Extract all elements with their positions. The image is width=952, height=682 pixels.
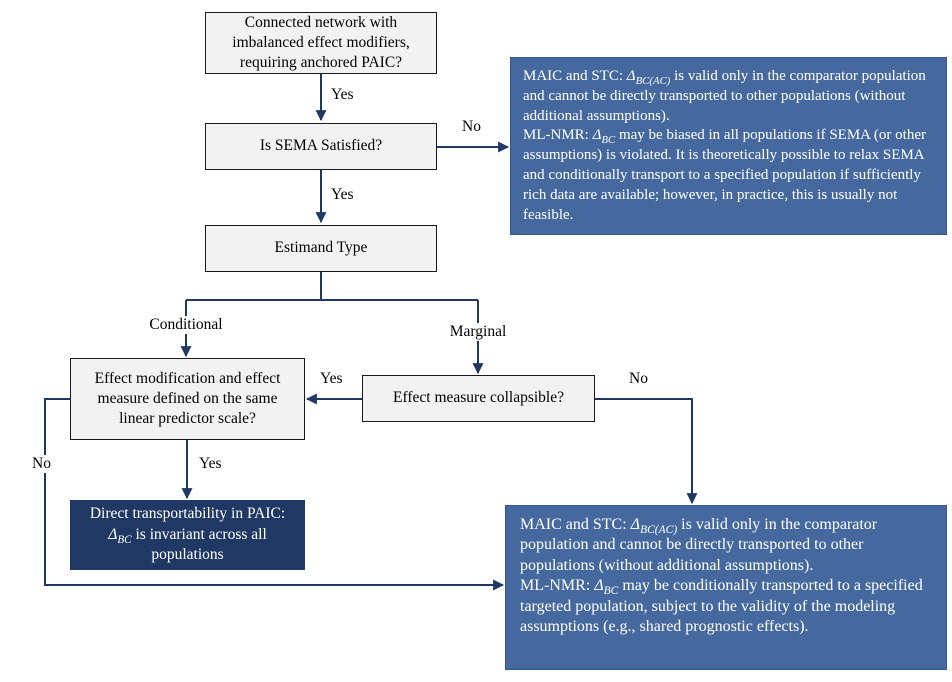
conditional-transport-ml-nmr-text: ML-NMR: $\Delta_{BC}$ may be conditionally transported to a specified targeted population, subject to the validity of the modeling assumptions (e.g., shared prognostic effects). (520, 577, 923, 636)
node-sema (205, 123, 437, 170)
sema-violated-ml-nmr-text: ML-NMR: $\Delta_{BC}$ may be biased in all populations if SEMA (or other assumptions) is violated. It is theoretically possible to relax SEMA and conditionally transport to a specified population if sufficiently rich data are available; however, in practice, this is usually not feasible. (523, 127, 926, 223)
node-start-label: Connected network with imbalanced effect modifiers, requiring anchored PAIC? (232, 13, 410, 72)
edge-label-collapsible-no: No (629, 370, 648, 387)
node-sema-label: Is SEMA Satisfied? (259, 137, 383, 155)
edge-label-conditional: Conditional (146, 316, 225, 334)
edge-label-linear-yes: Yes (196, 455, 225, 473)
edge-label-start-yes: Yes (331, 86, 354, 103)
edge-label-sema-yes: Yes (331, 186, 354, 203)
node-linear-predictor (70, 358, 305, 440)
edge-label-sema-no: No (462, 118, 481, 135)
outcome-conditional-transport (505, 505, 947, 670)
node-collapsible-label: Effect measure collapsible? (393, 389, 564, 407)
node-linear-predictor-label: Effect modification and effect measure defined on the same linear predictor scale? (94, 369, 281, 428)
outcome-direct-transportability (70, 500, 305, 570)
node-collapsible (362, 375, 595, 422)
edge-label-linear-no: No (29, 455, 54, 473)
node-start (205, 12, 437, 74)
conditional-transport-maic-stc-text: MAIC and STC: $\Delta_{BC(AC)}$ is valid only in the comparator population and cannot be directly transported to other populations (without additional assumptions). (520, 516, 878, 574)
edge-collapsible-no (595, 399, 692, 503)
node-estimand-label: Estimand Type (274, 239, 368, 257)
edge-label-marginal: Marginal (447, 323, 510, 341)
node-estimand-type (205, 225, 437, 272)
direct-transportability-text: Direct transportability in PAIC: $\Delta_{BC}$ is invariant across all populations (89, 504, 286, 564)
outcome-sema-violated (510, 57, 947, 235)
edge-label-collapsible-yes: Yes (320, 370, 343, 387)
sema-violated-maic-stc-text: MAIC and STC: $\Delta_{BC(AC)}$ is valid only in the comparator population and cannot be directly transported to other populations (without additional assumptions). (523, 68, 926, 124)
